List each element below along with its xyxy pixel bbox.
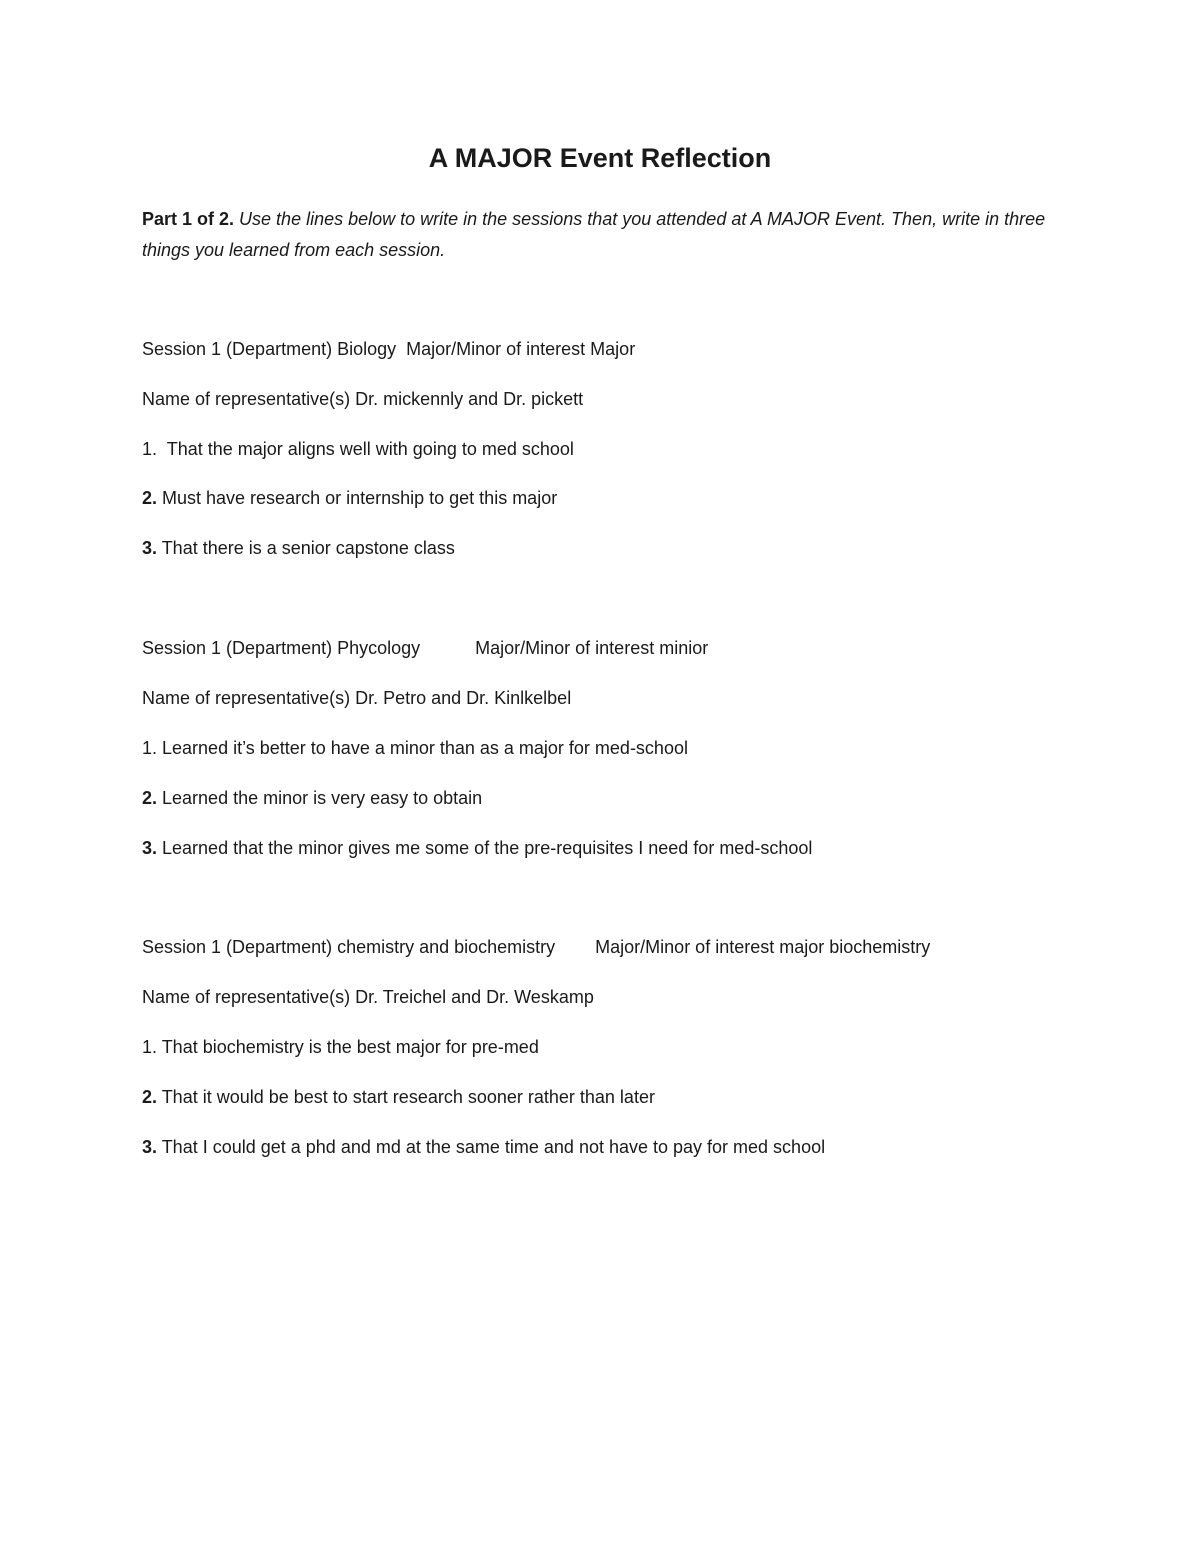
- item-number: 3.: [142, 838, 158, 858]
- learned-item: [142, 439, 574, 460]
- learned-item: [142, 838, 812, 859]
- item-number: 1.: [142, 738, 158, 758]
- session-heading: Session 1 (Department) Phycology Major/Minor of interest minior: [142, 638, 709, 658]
- item-number: 2.: [142, 1087, 158, 1107]
- document-title: A MAJOR Event Reflection: [428, 143, 772, 173]
- item-text: Must have research or internship to get this major: [157, 488, 558, 508]
- learned-item: [142, 1137, 825, 1158]
- learned-item: [142, 738, 688, 759]
- session-heading: Session 1 (Department) chemistry and biochemistry Major/Minor of interest major biochemistry: [142, 937, 931, 957]
- learned-item: [142, 788, 482, 809]
- instructions-text: Use the lines below to write in the sessions that you attended at A MAJOR Event. Then, write in three things you learned from each session.: [142, 209, 1046, 260]
- item-number: 3.: [142, 1137, 158, 1157]
- item-text: Learned the minor is very easy to obtain: [157, 788, 483, 808]
- item-text: That the major aligns well with going to med school: [157, 439, 574, 459]
- representatives-line: Name of representative(s) Dr. mickennly and Dr. pickett: [142, 389, 584, 409]
- item-text: Learned it’s better to have a minor than as a major for med-school: [157, 738, 688, 758]
- learned-item: [142, 488, 557, 509]
- instructions-paragraph: [142, 204, 1062, 266]
- learned-item: [142, 538, 455, 559]
- learned-item: [142, 1037, 539, 1058]
- item-number: 2.: [142, 788, 158, 808]
- session-heading: Session 1 (Department) Biology Major/Minor of interest Major: [142, 339, 636, 359]
- item-number: 1.: [142, 439, 158, 459]
- item-text: That there is a senior capstone class: [157, 538, 455, 558]
- item-text: That I could get a phd and md at the same time and not have to pay for med school: [157, 1137, 826, 1157]
- representatives-line: Name of representative(s) Dr. Petro and Dr. Kinlkelbel: [142, 688, 572, 708]
- item-number: 1.: [142, 1037, 158, 1057]
- item-text: That it would be best to start research sooner rather than later: [157, 1087, 655, 1107]
- item-text: Learned that the minor gives me some of the pre-requisites I need for med-school: [157, 838, 813, 858]
- item-text: That biochemistry is the best major for pre-med: [157, 1037, 539, 1057]
- item-number: 2.: [142, 488, 158, 508]
- learned-item: [142, 1087, 655, 1108]
- item-number: 3.: [142, 538, 158, 558]
- part-label: Part 1 of 2.: [142, 209, 235, 229]
- representatives-line: Name of representative(s) Dr. Treichel and Dr. Weskamp: [142, 987, 594, 1007]
